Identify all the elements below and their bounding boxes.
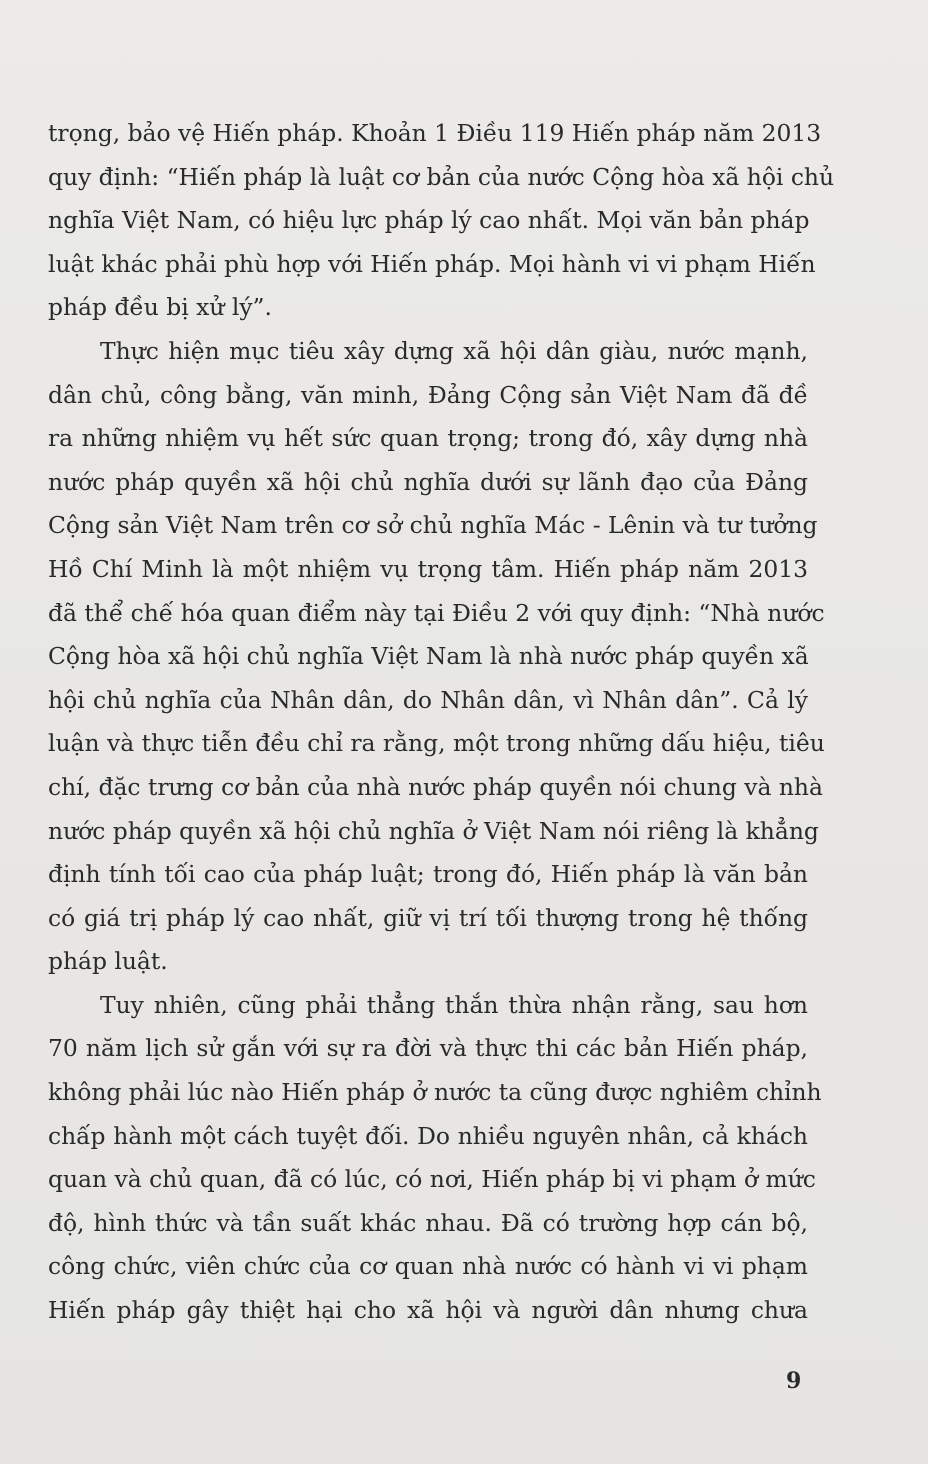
text-line: pháp luật. <box>48 947 168 976</box>
paragraph-2 <box>48 330 825 984</box>
text-line: quan và chủ quan, đã có lúc, có nơi, Hiến pháp bị vi phạm ở mức <box>48 1165 816 1194</box>
text-line: luận và thực tiễn đều chỉ ra rằng, một trong những dấu hiệu, tiêu <box>48 729 825 758</box>
text-line: Hồ Chí Minh là một nhiệm vụ trọng tâm. Hiến pháp năm 2013 <box>48 554 808 583</box>
text-line: nước pháp quyền xã hội chủ nghĩa ở Việt Nam nói riêng là khẳng <box>48 816 819 845</box>
text-line: 70 năm lịch sử gắn với sự ra đời và thực thi các bản Hiến pháp, <box>48 1034 808 1063</box>
text-line: Cộng hòa xã hội chủ nghĩa Việt Nam là nhà nước pháp quyền xã <box>48 642 809 671</box>
text-line: nghĩa Việt Nam, có hiệu lực pháp lý cao nhất. Mọi văn bản pháp <box>48 206 810 235</box>
text-line: công chức, viên chức của cơ quan nhà nước có hành vi vi phạm <box>48 1252 808 1281</box>
paragraph-1 <box>48 112 835 330</box>
page-number: 9 <box>786 1368 802 1394</box>
text-line: định tính tối cao của pháp luật; trong đó, Hiến pháp là văn bản <box>48 860 808 889</box>
text-line: có giá trị pháp lý cao nhất, giữ vị trí tối thượng trong hệ thống <box>48 903 808 932</box>
body-text <box>48 112 835 1333</box>
text-line: không phải lúc nào Hiến pháp ở nước ta cũng được nghiêm chỉnh <box>48 1078 822 1107</box>
text-line: Thực hiện mục tiêu xây dựng xã hội dân giàu, nước mạnh, <box>100 336 808 365</box>
text-line: luật khác phải phù hợp với Hiến pháp. Mọi hành vi vi phạm Hiến <box>48 249 816 278</box>
paragraph-3 <box>48 984 822 1333</box>
text-line: chấp hành một cách tuyệt đối. Do nhiều nguyên nhân, cả khách <box>48 1121 808 1150</box>
text-line: ra những nhiệm vụ hết sức quan trọng; trong đó, xây dựng nhà <box>48 424 808 453</box>
text-line: đã thể chế hóa quan điểm này tại Điều 2 với quy định: “Nhà nước <box>48 598 825 627</box>
text-line: Cộng sản Việt Nam trên cơ sở chủ nghĩa Mác - Lênin và tư tưởng <box>48 511 818 540</box>
text-line: chí, đặc trưng cơ bản của nhà nước pháp quyền nói chung và nhà <box>48 772 823 801</box>
text-line: pháp đều bị xử lý”. <box>48 293 272 322</box>
text-line: nước pháp quyền xã hội chủ nghĩa dưới sự lãnh đạo của Đảng <box>48 467 808 496</box>
text-line: dân chủ, công bằng, văn minh, Đảng Cộng sản Việt Nam đã đề <box>48 380 808 409</box>
text-line: quy định: “Hiến pháp là luật cơ bản của nước Cộng hòa xã hội chủ <box>48 162 835 191</box>
text-line: hội chủ nghĩa của Nhân dân, do Nhân dân, vì Nhân dân”. Cả lý <box>48 685 808 714</box>
text-line: Tuy nhiên, cũng phải thẳng thắn thừa nhận rằng, sau hơn <box>100 990 808 1019</box>
text-line: Hiến pháp gây thiệt hại cho xã hội và người dân nhưng chưa <box>48 1296 808 1325</box>
text-line: trọng, bảo vệ Hiến pháp. Khoản 1 Điều 119 Hiến pháp năm 2013 <box>48 119 822 147</box>
text-line: độ, hình thức và tần suất khác nhau. Đã có trường hợp cán bộ, <box>48 1208 808 1237</box>
